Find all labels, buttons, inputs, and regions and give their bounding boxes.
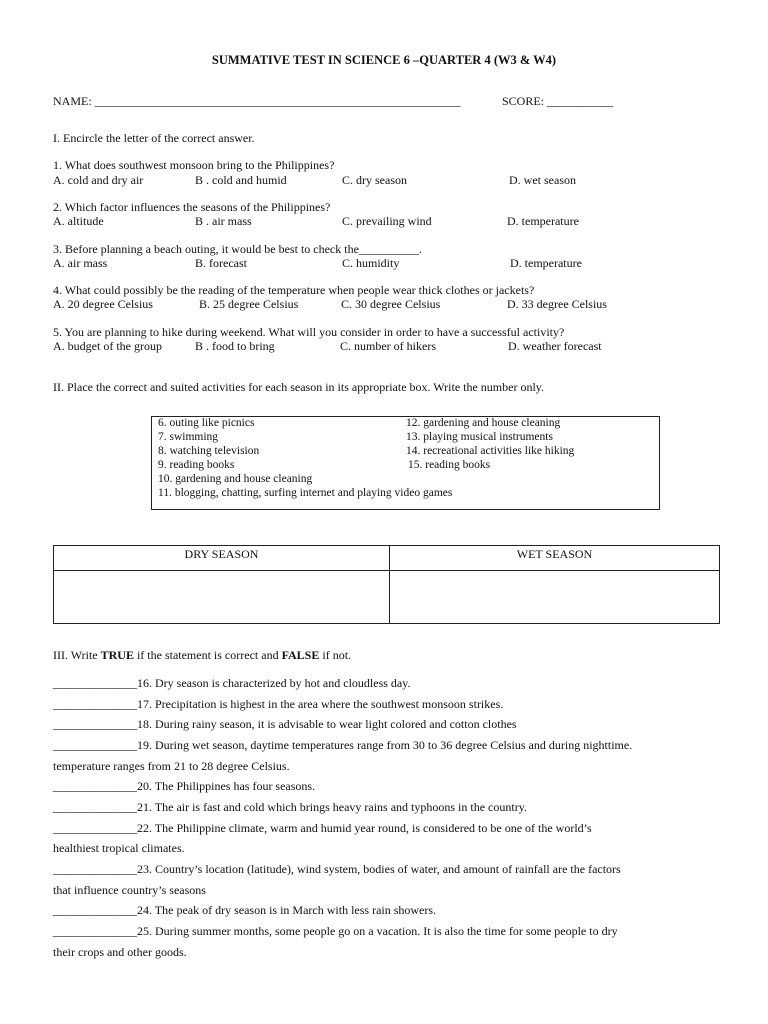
answer-blank[interactable]: ______________ [53, 800, 137, 814]
question-5: 5. You are planning to hike during weekend. What will you consider in order to have a successful activity? [53, 325, 565, 339]
statement-text: 24. The peak of dry season is in March with less rain showers. [137, 903, 437, 917]
q2-option-d: D. temperature [507, 214, 579, 228]
tf-item-17 [53, 697, 503, 711]
heading-text: if not. [319, 648, 352, 662]
tf-item-21 [53, 800, 527, 814]
q2-option-a: A. altitude [53, 214, 104, 228]
q3-option-a: A. air mass [53, 256, 108, 270]
answer-blank[interactable]: ______________ [53, 717, 137, 731]
answer-blank[interactable]: ______________ [53, 738, 137, 752]
true-keyword: TRUE [100, 648, 134, 662]
q1-option-d: D. wet season [509, 173, 576, 187]
tf-item-20 [53, 779, 315, 793]
activity-item: 12. gardening and house cleaning [406, 417, 561, 429]
wet-season-header: WET SEASON [390, 546, 720, 571]
tf-item-24 [53, 903, 436, 917]
question-4: 4. What could possibly be the reading of the temperature when people wear thick clothes or jackets? [53, 283, 535, 297]
answer-blank[interactable]: ______________ [53, 821, 137, 835]
answer-blank[interactable]: ______________ [53, 862, 137, 876]
q5-option-d: D. weather forecast [508, 339, 602, 353]
tf-item-18 [53, 717, 517, 731]
statement-text: 20. The Philippines has four seasons. [137, 779, 316, 793]
answer-blank[interactable]: ______________ [53, 903, 137, 917]
page-title: SUMMATIVE TEST IN SCIENCE 6 –QUARTER 4 (W3 & W4) [211, 53, 557, 67]
activity-item: 10. gardening and house cleaning [158, 473, 313, 485]
tf-item-23-cont: that influence country’s seasons [53, 883, 206, 897]
section2-heading: II. Place the correct and suited activities for each season in its appropriate box. Write the number only. [53, 380, 545, 394]
q2-option-c: C. prevailing wind [342, 214, 432, 228]
statement-text: 17. Precipitation is highest in the area where the southwest monsoon strikes. [137, 697, 504, 711]
q5-option-b: B . food to bring [195, 339, 275, 353]
answer-blank[interactable]: ______________ [53, 676, 137, 690]
q1-option-b: B . cold and humid [195, 173, 287, 187]
statement-text: 21. The air is fast and cold which brings heavy rains and typhoons in the country. [137, 800, 527, 814]
tf-item-22 [53, 821, 592, 835]
dry-season-answer-cell[interactable] [54, 571, 390, 624]
tf-item-23 [53, 862, 621, 876]
section1-heading: I. Encircle the letter of the correct answer. [53, 131, 255, 145]
activity-item: 13. playing musical instruments [406, 431, 553, 443]
question-2: 2. Which factor influences the seasons of the Philippines? [53, 200, 331, 214]
q1-option-c: C. dry season [342, 173, 407, 187]
question-1: 1. What does southwest monsoon bring to the Philippines? [53, 158, 335, 172]
q2-option-b: B . air mass [195, 214, 252, 228]
tf-item-22-cont: healthiest tropical climates. [53, 841, 185, 855]
q3-option-c: C. humidity [342, 256, 400, 270]
activity-item: 15. reading books [408, 459, 491, 471]
statement-text: 18. During rainy season, it is advisable to wear light colored and cotton clothes [137, 717, 517, 731]
heading-text: III. Write [53, 648, 101, 662]
q4-option-d: D. 33 degree Celsius [507, 297, 607, 311]
answer-blank[interactable]: ______________ [53, 924, 137, 938]
tf-item-19 [53, 738, 632, 752]
q4-option-c: C. 30 degree Celsius [341, 297, 441, 311]
statement-text: 16. Dry season is characterized by hot and cloudless day. [137, 676, 411, 690]
activity-item: 8. watching television [158, 445, 260, 457]
q4-option-a: A. 20 degree Celsius [53, 297, 153, 311]
activity-item: 6. outing like picnics [158, 417, 255, 429]
heading-text: if the statement is correct and [133, 648, 282, 662]
score-field-label: SCORE: ___________ [502, 94, 614, 108]
q1-option-a: A. cold and dry air [53, 173, 144, 187]
statement-text: 19. During wet season, daytime temperatures range from 30 to 36 degree Celsius and during nighttime. [137, 738, 633, 752]
statement-text: 23. Country’s location (latitude), wind system, bodies of water, and amount of rainfall are the factors [137, 862, 621, 876]
answer-blank[interactable]: ______________ [53, 779, 137, 793]
tf-item-19-cont: temperature ranges from 21 to 28 degree Celsius. [53, 759, 290, 773]
tf-item-16 [53, 676, 410, 690]
name-field-label: NAME: _____________________________________________________________ [53, 94, 461, 108]
q4-option-b: B. 25 degree Celsius [199, 297, 299, 311]
activity-item: 7. swimming [158, 431, 219, 443]
wet-season-answer-cell[interactable] [390, 571, 720, 624]
section3-heading [53, 648, 351, 662]
tf-item-25 [53, 924, 618, 938]
activity-item: 14. recreational activities like hiking [406, 445, 575, 457]
statement-text: 22. The Philippine climate, warm and humid year round, is considered to be one of the world’s [137, 821, 592, 835]
activity-item: 9. reading books [158, 459, 235, 471]
activity-item: 11. blogging, chatting, surfing internet and playing video games [158, 487, 453, 499]
tf-item-25-cont: their crops and other goods. [53, 945, 187, 959]
dry-season-header: DRY SEASON [54, 546, 390, 571]
answer-blank[interactable]: ______________ [53, 697, 137, 711]
season-table [53, 545, 720, 624]
q5-option-a: A. budget of the group [53, 339, 162, 353]
statement-text: 25. During summer months, some people go on a vacation. It is also the time for some people to dry [137, 924, 618, 938]
question-3: 3. Before planning a beach outing, it would be best to check the__________. [53, 242, 422, 256]
false-keyword: FALSE [281, 648, 320, 662]
q3-option-d: D. temperature [510, 256, 582, 270]
q3-option-b: B. forecast [195, 256, 247, 270]
activities-box [151, 416, 660, 510]
q5-option-c: C. number of hikers [340, 339, 436, 353]
